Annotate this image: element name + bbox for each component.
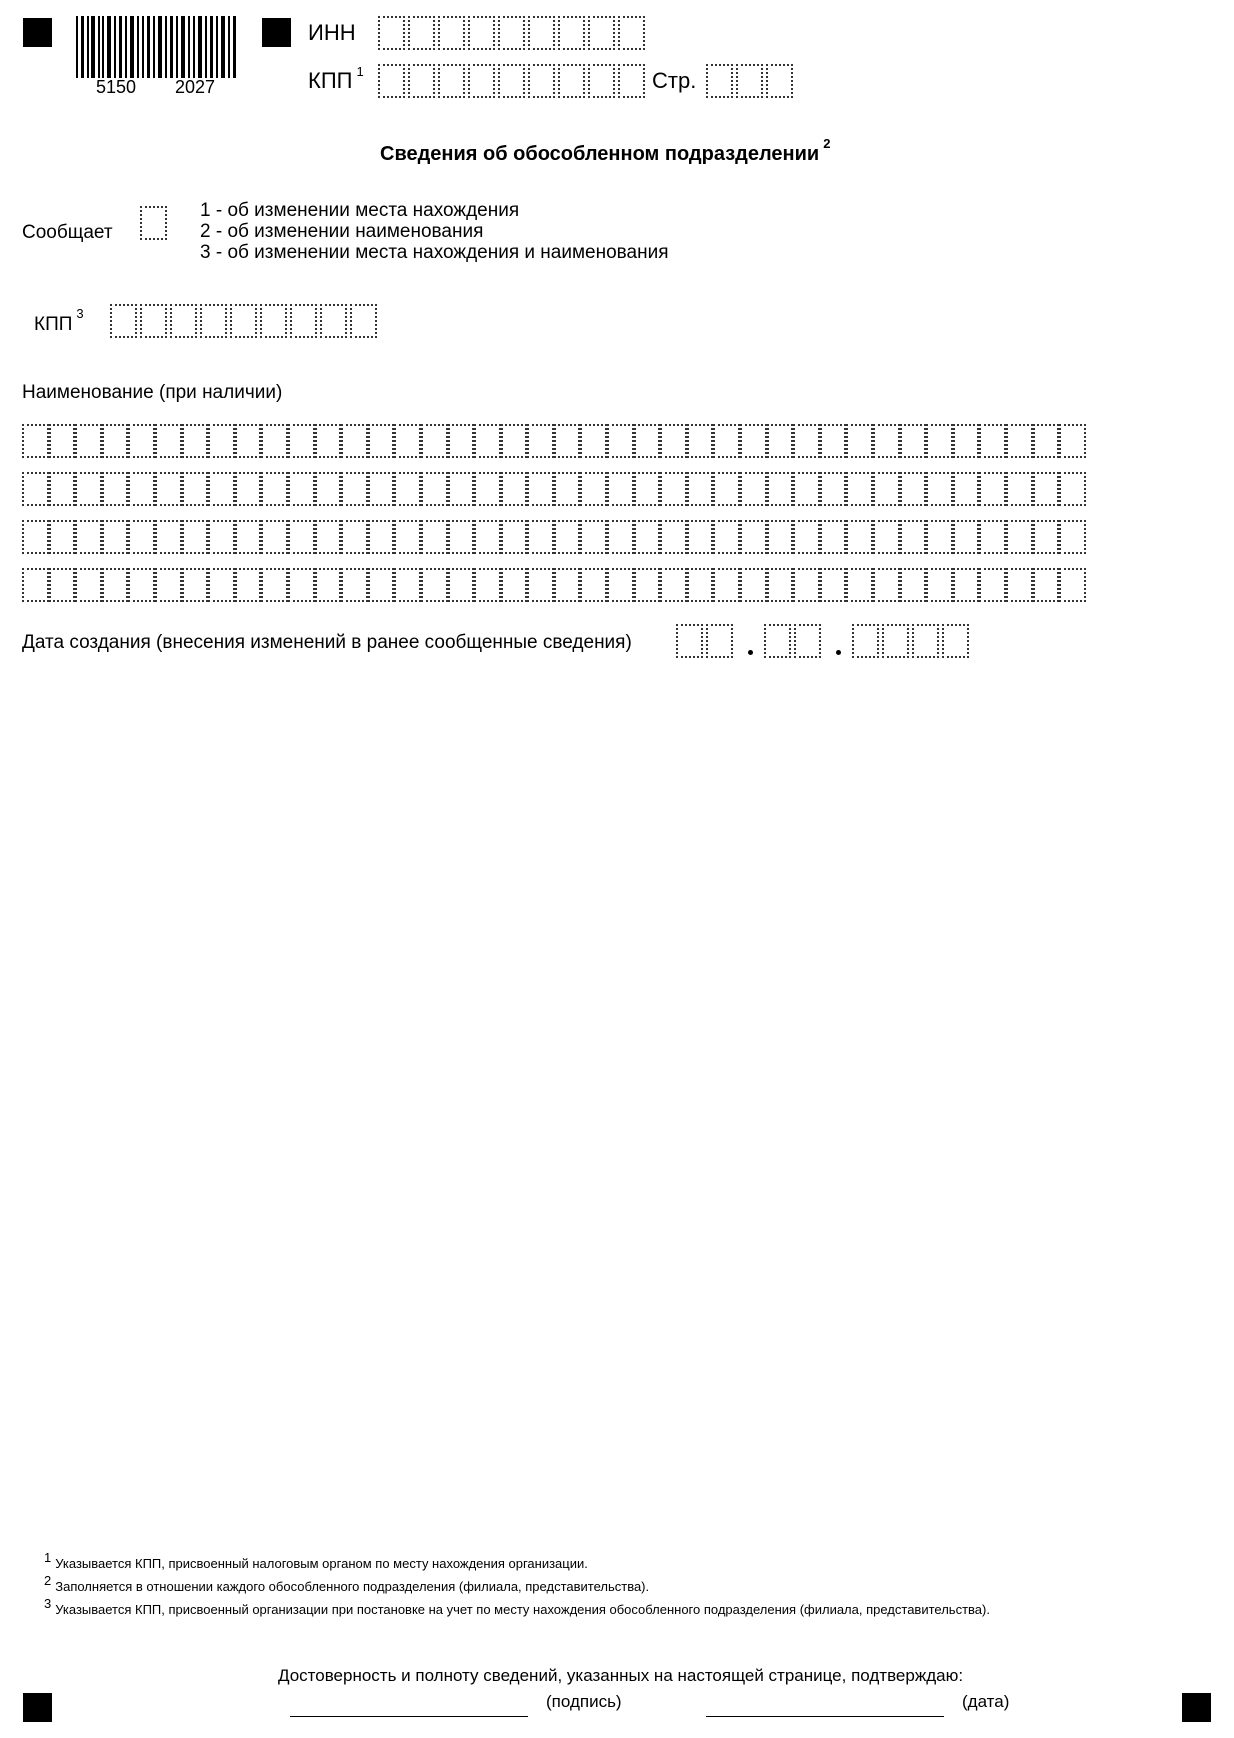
name-cell[interactable] <box>607 472 634 506</box>
name-cell[interactable] <box>820 472 847 506</box>
name-cell[interactable] <box>128 520 155 554</box>
name-cell[interactable] <box>607 520 634 554</box>
name-cell[interactable] <box>580 520 607 554</box>
name-cell[interactable] <box>900 424 927 458</box>
signature-caption: (подпись) <box>546 1692 622 1711</box>
name-cell[interactable] <box>182 520 209 554</box>
kpp-cell[interactable] <box>528 64 555 98</box>
inn-field[interactable] <box>378 16 648 50</box>
kpp-cell[interactable] <box>618 64 645 98</box>
footnote-2 <box>44 1573 650 1594</box>
section-title-text: Сведения об обособленном подразделении <box>380 143 820 165</box>
name-cell[interactable] <box>634 520 661 554</box>
date-month-field[interactable] <box>764 624 824 658</box>
footnote-text: Указывается КПП, присвоенный организации при постановке на учет по месту нахождения обособленного подразделения (филиала, представительства). <box>55 1602 990 1617</box>
name-cell[interactable] <box>926 424 953 458</box>
name-cell[interactable] <box>501 424 528 458</box>
name-cell[interactable] <box>474 568 501 602</box>
name-cell[interactable] <box>580 424 607 458</box>
corner-marker-bottom-right <box>1182 1693 1211 1722</box>
barcode-number-left: 5150 <box>96 77 137 97</box>
name-cell[interactable] <box>235 424 262 458</box>
name-cell[interactable] <box>448 520 475 554</box>
footnote-number: 2 <box>44 1573 52 1588</box>
name-cell[interactable] <box>687 520 714 554</box>
name-cell[interactable] <box>368 472 395 506</box>
kpp-cell[interactable] <box>408 64 435 98</box>
name-cell[interactable] <box>501 472 528 506</box>
name-cell[interactable] <box>687 424 714 458</box>
name-row[interactable] <box>22 424 1086 458</box>
name-cell[interactable] <box>102 520 129 554</box>
name-cell[interactable] <box>634 424 661 458</box>
name-cell[interactable] <box>155 520 182 554</box>
footnote-number: 3 <box>44 1596 52 1611</box>
page-cell[interactable] <box>706 64 733 98</box>
name-cell[interactable] <box>474 472 501 506</box>
footnote-text: Заполняется в отношении каждого обособленного подразделения (филиала, представительства). <box>55 1579 650 1594</box>
date-day-cell[interactable] <box>706 624 733 658</box>
date-separator-dot <box>748 650 753 655</box>
name-cell[interactable] <box>1059 472 1086 506</box>
name-cell[interactable] <box>793 472 820 506</box>
name-cell[interactable] <box>474 424 501 458</box>
name-cell[interactable] <box>1033 520 1060 554</box>
name-cell[interactable] <box>315 568 342 602</box>
name-cell[interactable] <box>235 472 262 506</box>
section-title <box>380 136 831 166</box>
name-cell[interactable] <box>341 520 368 554</box>
name-cell[interactable] <box>979 568 1006 602</box>
reports-option-2: 2 - об изменении наименования <box>200 221 484 242</box>
name-cell[interactable] <box>49 520 76 554</box>
date-year-cell[interactable] <box>942 624 969 658</box>
date-day-field[interactable] <box>676 624 736 658</box>
name-cell[interactable] <box>208 520 235 554</box>
name-cell[interactable] <box>315 472 342 506</box>
name-cell[interactable] <box>554 520 581 554</box>
inn-cell[interactable] <box>618 16 645 50</box>
name-row[interactable] <box>22 520 1086 554</box>
name-cell[interactable] <box>713 568 740 602</box>
kpp3-cell[interactable] <box>350 304 377 338</box>
name-cell[interactable] <box>554 568 581 602</box>
page-label: Стр. <box>652 68 697 93</box>
kpp-label-text: КПП <box>308 68 353 93</box>
name-cell[interactable] <box>182 568 209 602</box>
name-cell[interactable] <box>926 520 953 554</box>
kpp3-footnote-ref: 3 <box>76 306 84 321</box>
page-number-field[interactable] <box>706 64 796 98</box>
name-cell[interactable] <box>607 424 634 458</box>
name-cell[interactable] <box>49 472 76 506</box>
name-cell[interactable] <box>155 472 182 506</box>
name-row[interactable] <box>22 472 1086 506</box>
name-cell[interactable] <box>341 472 368 506</box>
name-cell[interactable] <box>873 520 900 554</box>
name-cell[interactable] <box>235 568 262 602</box>
name-cell[interactable] <box>740 568 767 602</box>
kpp3-cell[interactable] <box>260 304 287 338</box>
kpp-cell[interactable] <box>498 64 525 98</box>
date-separator-dot <box>836 650 841 655</box>
name-cell[interactable] <box>22 424 49 458</box>
name-cell[interactable] <box>1059 520 1086 554</box>
name-cell[interactable] <box>554 472 581 506</box>
name-cell[interactable] <box>687 568 714 602</box>
date-month-cell[interactable] <box>794 624 821 658</box>
kpp3-cell[interactable] <box>200 304 227 338</box>
date-year-cell[interactable] <box>882 624 909 658</box>
name-cell[interactable] <box>740 424 767 458</box>
name-cell[interactable] <box>75 472 102 506</box>
name-cell[interactable] <box>261 424 288 458</box>
name-cell[interactable] <box>474 520 501 554</box>
name-cell[interactable] <box>527 472 554 506</box>
name-cell[interactable] <box>1059 568 1086 602</box>
name-cell[interactable] <box>421 568 448 602</box>
name-cell[interactable] <box>421 424 448 458</box>
name-cell[interactable] <box>102 568 129 602</box>
name-cell[interactable] <box>740 472 767 506</box>
inn-cell[interactable] <box>408 16 435 50</box>
kpp-label <box>308 64 364 94</box>
name-cell[interactable] <box>75 568 102 602</box>
inn-cell[interactable] <box>468 16 495 50</box>
name-cell[interactable] <box>979 520 1006 554</box>
name-cell[interactable] <box>953 472 980 506</box>
name-cell[interactable] <box>846 424 873 458</box>
name-cell[interactable] <box>580 568 607 602</box>
barcode-number-right: 2027 <box>175 77 216 97</box>
name-cell[interactable] <box>740 520 767 554</box>
name-cell[interactable] <box>580 472 607 506</box>
name-cell[interactable] <box>953 424 980 458</box>
signature-line[interactable] <box>290 1716 528 1717</box>
signature-date-caption: (дата) <box>962 1692 1010 1711</box>
kpp-cell[interactable] <box>588 64 615 98</box>
name-cell[interactable] <box>1033 424 1060 458</box>
name-cell[interactable] <box>953 520 980 554</box>
name-cell[interactable] <box>873 568 900 602</box>
name-cell[interactable] <box>49 568 76 602</box>
footnote-3 <box>44 1596 990 1617</box>
name-cell[interactable] <box>315 520 342 554</box>
inn-cell[interactable] <box>558 16 585 50</box>
name-cell[interactable] <box>49 424 76 458</box>
inn-cell[interactable] <box>378 16 405 50</box>
corner-marker-top-center <box>262 18 291 47</box>
page-cell[interactable] <box>736 64 763 98</box>
name-cell[interactable] <box>820 568 847 602</box>
signature-date-line[interactable] <box>706 1716 944 1717</box>
name-cell[interactable] <box>501 568 528 602</box>
name-cell[interactable] <box>527 424 554 458</box>
date-year-cell[interactable] <box>852 624 879 658</box>
name-cell[interactable] <box>288 472 315 506</box>
name-cell[interactable] <box>900 472 927 506</box>
kpp-footnote-ref: 1 <box>356 64 364 79</box>
name-cell[interactable] <box>182 424 209 458</box>
name-cell[interactable] <box>501 520 528 554</box>
kpp-cell[interactable] <box>558 64 585 98</box>
name-cell[interactable] <box>182 472 209 506</box>
name-cell[interactable] <box>1006 424 1033 458</box>
name-cell[interactable] <box>394 472 421 506</box>
name-cell[interactable] <box>1006 568 1033 602</box>
name-cell[interactable] <box>820 424 847 458</box>
kpp-cell[interactable] <box>468 64 495 98</box>
name-cell[interactable] <box>687 472 714 506</box>
name-cell[interactable] <box>926 472 953 506</box>
kpp3-label-text: КПП <box>34 314 73 335</box>
name-cell[interactable] <box>767 424 794 458</box>
reports-option-3: 3 - об изменении места нахождения и наименования <box>200 242 669 263</box>
kpp-field[interactable] <box>378 64 648 98</box>
name-cell[interactable] <box>1006 520 1033 554</box>
name-cell[interactable] <box>793 520 820 554</box>
name-cell[interactable] <box>793 568 820 602</box>
kpp3-cell[interactable] <box>230 304 257 338</box>
name-cell[interactable] <box>979 424 1006 458</box>
name-cell[interactable] <box>527 568 554 602</box>
name-cell[interactable] <box>22 568 49 602</box>
name-cell[interactable] <box>288 520 315 554</box>
name-cell[interactable] <box>1033 472 1060 506</box>
name-cell[interactable] <box>368 520 395 554</box>
name-cell[interactable] <box>846 568 873 602</box>
name-cell[interactable] <box>155 568 182 602</box>
name-cell[interactable] <box>767 568 794 602</box>
kpp-cell[interactable] <box>438 64 465 98</box>
barcode <box>76 16 238 78</box>
name-cell[interactable] <box>102 472 129 506</box>
name-cell[interactable] <box>634 472 661 506</box>
name-cell[interactable] <box>979 472 1006 506</box>
name-cell[interactable] <box>634 568 661 602</box>
name-cell[interactable] <box>288 424 315 458</box>
name-cell[interactable] <box>900 568 927 602</box>
name-cell[interactable] <box>315 424 342 458</box>
name-cell[interactable] <box>793 424 820 458</box>
name-cell[interactable] <box>448 568 475 602</box>
name-field-label: Наименование (при наличии) <box>22 382 283 403</box>
name-cell[interactable] <box>22 520 49 554</box>
name-cell[interactable] <box>873 424 900 458</box>
name-cell[interactable] <box>128 472 155 506</box>
inn-label: ИНН <box>308 20 356 45</box>
date-month-cell[interactable] <box>764 624 791 658</box>
confirmation-text: Достоверность и полноту сведений, указанных на настоящей странице, подтверждаю: <box>278 1666 964 1685</box>
name-cell[interactable] <box>527 520 554 554</box>
name-cell[interactable] <box>235 520 262 554</box>
name-cell[interactable] <box>22 472 49 506</box>
name-cell[interactable] <box>288 568 315 602</box>
corner-marker-top-left <box>23 18 52 47</box>
name-cell[interactable] <box>713 520 740 554</box>
name-cell[interactable] <box>820 520 847 554</box>
date-year-cell[interactable] <box>912 624 939 658</box>
name-cell[interactable] <box>660 424 687 458</box>
name-cell[interactable] <box>767 520 794 554</box>
name-cell[interactable] <box>660 520 687 554</box>
footnote-number: 1 <box>44 1550 52 1565</box>
name-cell[interactable] <box>261 472 288 506</box>
kpp3-field[interactable] <box>110 304 380 338</box>
name-cell[interactable] <box>128 424 155 458</box>
name-cell[interactable] <box>341 424 368 458</box>
kpp3-cell[interactable] <box>320 304 347 338</box>
reports-code-field[interactable] <box>140 206 170 240</box>
name-cell[interactable] <box>341 568 368 602</box>
date-day-cell[interactable] <box>676 624 703 658</box>
name-cell[interactable] <box>554 424 581 458</box>
name-cell[interactable] <box>368 568 395 602</box>
name-cell[interactable] <box>900 520 927 554</box>
kpp3-cell[interactable] <box>290 304 317 338</box>
name-cell[interactable] <box>75 424 102 458</box>
name-cell[interactable] <box>208 568 235 602</box>
inn-cell[interactable] <box>588 16 615 50</box>
name-cell[interactable] <box>421 520 448 554</box>
footnote-text: Указывается КПП, присвоенный налоговым органом по месту нахождения организации. <box>55 1556 588 1571</box>
name-row[interactable] <box>22 568 1086 602</box>
name-cell[interactable] <box>128 568 155 602</box>
inn-cell[interactable] <box>438 16 465 50</box>
name-cell[interactable] <box>208 424 235 458</box>
name-cell[interactable] <box>155 424 182 458</box>
kpp3-cell[interactable] <box>170 304 197 338</box>
name-cell[interactable] <box>261 568 288 602</box>
name-cell[interactable] <box>421 472 448 506</box>
kpp-cell[interactable] <box>378 64 405 98</box>
name-cell[interactable] <box>846 520 873 554</box>
footnote-1 <box>44 1550 588 1571</box>
reports-option-1: 1 - об изменении места нахождения <box>200 200 520 221</box>
name-cell[interactable] <box>208 472 235 506</box>
name-cell[interactable] <box>1033 568 1060 602</box>
name-cell[interactable] <box>953 568 980 602</box>
kpp3-label <box>34 306 84 336</box>
name-cell[interactable] <box>261 520 288 554</box>
section-title-footnote-ref: 2 <box>823 136 831 151</box>
inn-cell[interactable] <box>498 16 525 50</box>
kpp3-cell[interactable] <box>110 304 137 338</box>
name-cell[interactable] <box>846 472 873 506</box>
name-cell[interactable] <box>660 568 687 602</box>
date-year-field[interactable] <box>852 624 972 658</box>
name-cell[interactable] <box>926 568 953 602</box>
name-cell[interactable] <box>660 472 687 506</box>
reports-code-cell[interactable] <box>140 206 167 240</box>
inn-cell[interactable] <box>528 16 555 50</box>
name-cell[interactable] <box>1006 472 1033 506</box>
name-cell[interactable] <box>767 472 794 506</box>
date-field-label: Дата создания (внесения изменений в ранее сообщенные сведения) <box>22 632 632 653</box>
corner-marker-bottom-left <box>23 1693 52 1722</box>
name-cell[interactable] <box>102 424 129 458</box>
name-cell[interactable] <box>607 568 634 602</box>
name-cell[interactable] <box>1059 424 1086 458</box>
name-cell[interactable] <box>713 472 740 506</box>
name-cell[interactable] <box>448 472 475 506</box>
name-cell[interactable] <box>448 424 475 458</box>
name-cell[interactable] <box>394 520 421 554</box>
name-cell[interactable] <box>75 520 102 554</box>
name-cell[interactable] <box>873 472 900 506</box>
reports-label: Сообщает <box>22 222 113 243</box>
kpp3-cell[interactable] <box>140 304 167 338</box>
page-cell[interactable] <box>766 64 793 98</box>
name-cell[interactable] <box>368 424 395 458</box>
name-cell[interactable] <box>713 424 740 458</box>
name-cell[interactable] <box>394 424 421 458</box>
name-cell[interactable] <box>394 568 421 602</box>
